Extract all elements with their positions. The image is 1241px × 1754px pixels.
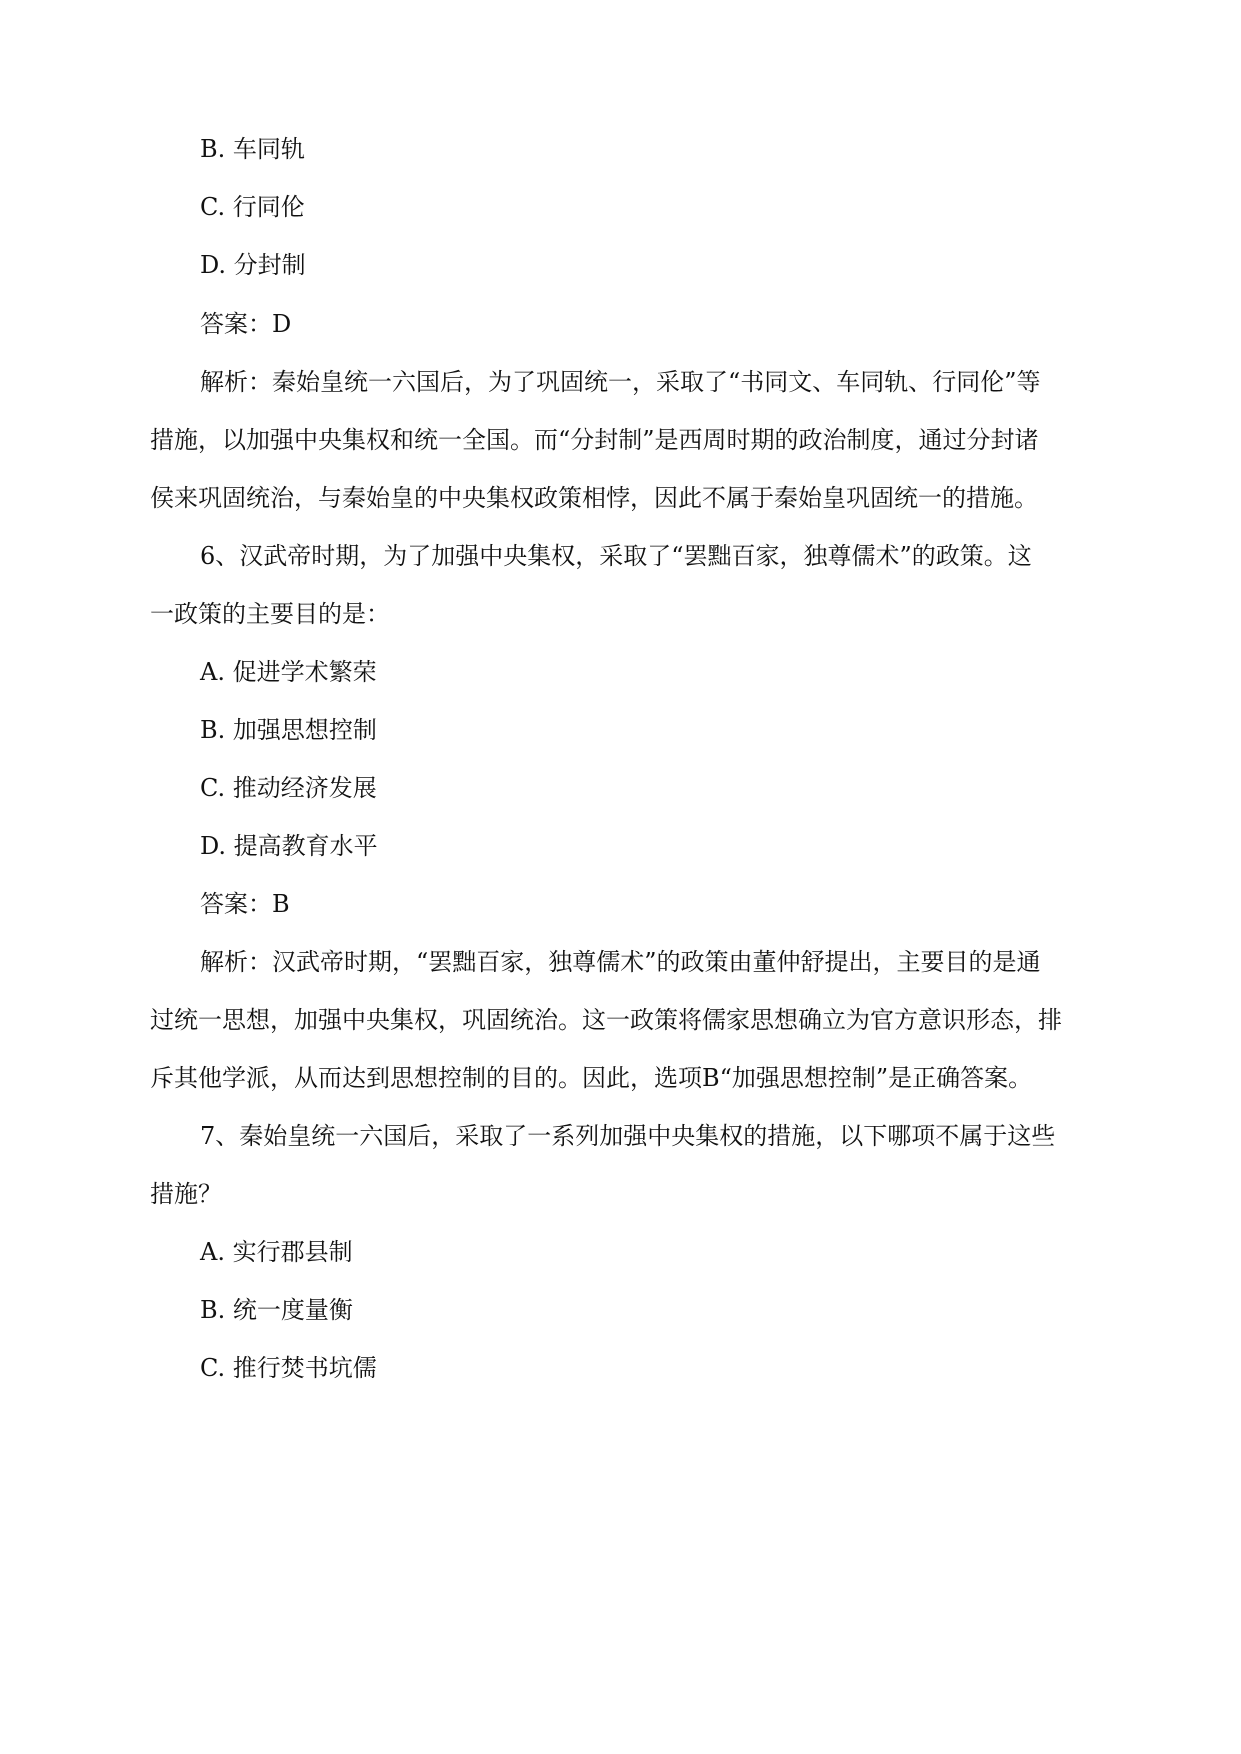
q6-question-line-2: 一政策的主要目的是： <box>150 600 390 628</box>
q5-analysis-line-2: 措施，以加强中央集权和统一全国。而“分封制”是西周时期的政治制度，通过分封诸 <box>150 426 1039 454</box>
q6-option-d: D. 提高教育水平 <box>200 832 378 860</box>
q6-option-a: A. 促进学术繁荣 <box>200 658 377 686</box>
q6-analysis-line-3: 斥其他学派，从而达到思想控制的目的。因此，选项B“加强思想控制”是正确答案。 <box>150 1064 1033 1092</box>
q7-option-a: A. 实行郡县制 <box>200 1238 353 1266</box>
q5-answer: 答案：D <box>200 310 292 338</box>
q5-option-c: C. 行同伦 <box>200 193 305 221</box>
q5-option-b: B. 车同轨 <box>200 135 305 163</box>
q6-option-c: C. 推动经济发展 <box>200 774 377 802</box>
q6-analysis-line-2: 过统一思想，加强中央集权，巩固统治。这一政策将儒家思想确立为官方意识形态，排 <box>150 1006 1062 1034</box>
q5-analysis-line-1: 解析：秦始皇统一六国后，为了巩固统一，采取了“书同文、车同轨、行同伦”等 <box>200 368 1041 396</box>
q5-option-d: D. 分封制 <box>200 251 306 279</box>
q6-option-b: B. 加强思想控制 <box>200 716 377 744</box>
q6-question-line-1: 6、汉武帝时期，为了加强中央集权，采取了“罢黜百家，独尊儒术”的政策。这 <box>200 542 1032 570</box>
q7-question-line-1: 7、秦始皇统一六国后，采取了一系列加强中央集权的措施，以下哪项不属于这些 <box>200 1122 1056 1150</box>
q7-question-line-2: 措施？ <box>150 1180 222 1208</box>
q5-analysis-line-3: 侯来巩固统治，与秦始皇的中央集权政策相悖，因此不属于秦始皇巩固统一的措施。 <box>150 484 1038 512</box>
q7-option-b: B. 统一度量衡 <box>200 1296 353 1324</box>
q6-analysis-line-1: 解析：汉武帝时期，“罢黜百家，独尊儒术”的政策由董仲舒提出，主要目的是通 <box>200 948 1041 976</box>
q7-option-c: C. 推行焚书坑儒 <box>200 1354 377 1382</box>
q6-answer: 答案：B <box>200 890 290 918</box>
